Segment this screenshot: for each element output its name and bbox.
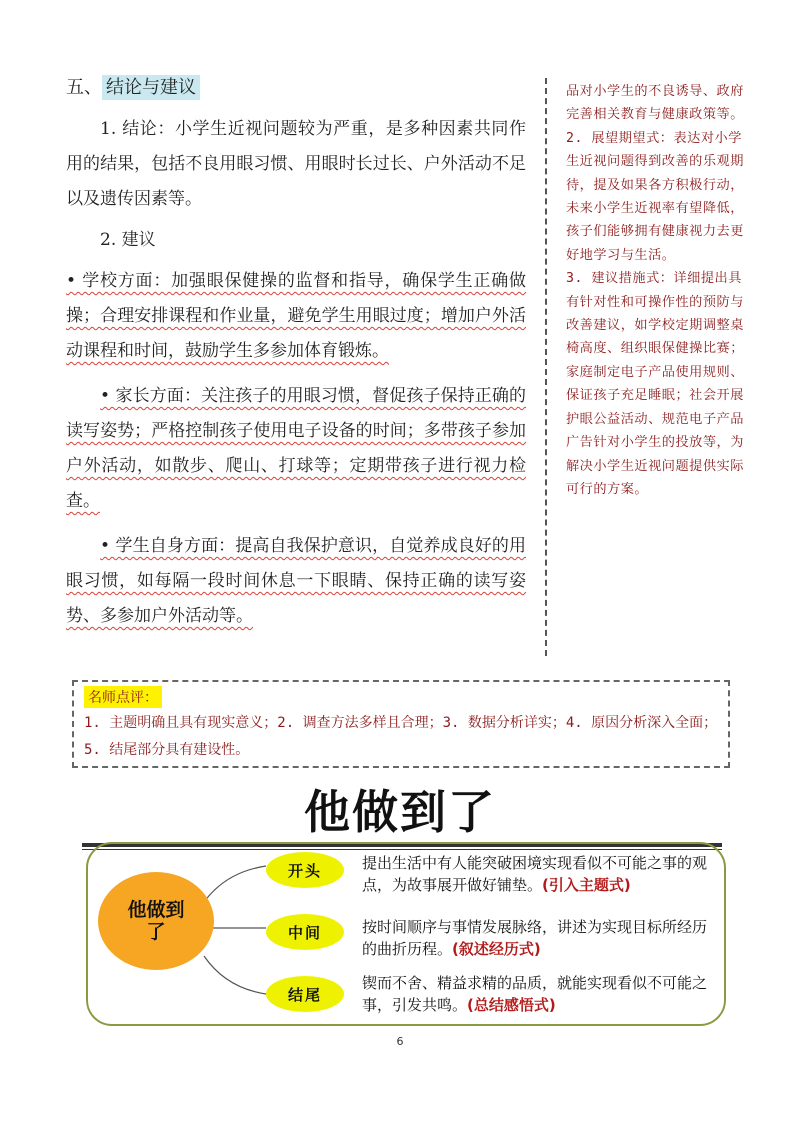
teacher-comment-box xyxy=(72,680,730,768)
mindmap-center-label: 他做到了 xyxy=(127,899,185,943)
opening-description xyxy=(362,852,712,896)
mindmap-node-ending xyxy=(266,976,344,1012)
ending-text: 锲而不舍、精益求精的品质，就能实现看似不可能之事，引发共鸣。 xyxy=(362,974,708,1014)
conclusion-paragraph: 1. 结论：小学生近视问题较为严重，是多种因素共同作用的结果，包括不良用眼习惯、用眼时长过长、户外活动不足以及遗传因素等。 xyxy=(66,119,526,209)
suggestion-heading: 2. 建议 xyxy=(100,230,156,250)
middle-tag: (叙述经历式) xyxy=(452,940,541,958)
opening-text: 提出生活中有人能突破困境实现看似不可能之事的观点，为故事展开做好铺垫。 xyxy=(362,854,708,894)
school-suggestion-text: • 学校方面：加强眼保健操的监督和指导，确保学生正确做操；合理安排课程和作业量，避免学生用眼过度；增加户外活动课程和时间，鼓励学生多参加体育锻炼。 xyxy=(66,271,526,361)
node-ending-label: 结尾 xyxy=(287,985,322,1004)
ending-description xyxy=(362,972,712,1016)
page-number: 6 xyxy=(396,1035,404,1048)
node-middle-label: 中间 xyxy=(287,923,322,942)
essay-title: 他做到了 xyxy=(304,785,496,839)
section-heading xyxy=(66,72,526,104)
side-commentary xyxy=(566,80,744,501)
school-suggestion xyxy=(66,264,526,369)
side-paragraph-1: 品对小学生的不良诱导、政府完善相关教育与健康政策等。 xyxy=(566,84,744,123)
teacher-comment-body: 1. 主题明确且具有现实意义；2. 调查方法多样且合理；3. 数据分析详实；4. 原因分析深入全面；5. 结尾部分具有建设性。 xyxy=(84,715,718,758)
mindmap-node-middle xyxy=(266,914,344,950)
main-column xyxy=(66,72,526,634)
opening-tag: (引入主题式) xyxy=(542,876,631,894)
column-divider xyxy=(545,78,547,656)
section-title: 结论与建议 xyxy=(102,75,200,100)
mindmap-center-node xyxy=(98,872,214,970)
mindmap-node-opening xyxy=(266,852,344,888)
middle-text: 按时间顺序与事情发展脉络，讲述为实现目标所经历的曲折历程。 xyxy=(362,918,708,958)
parents-suggestion xyxy=(66,379,526,519)
students-suggestion xyxy=(66,529,526,634)
ending-tag: (总结感悟式) xyxy=(467,996,556,1014)
side-paragraph-3: 3. 建议措施式：详细提出具有针对性和可操作性的预防与改善建议，如学校定期调整桌椅高度、组织眼保健操比赛；家庭制定电子产品使用规则、保证孩子充足睡眠；社会开展护眼公益活动、规范电子产品广告针对小学生的投放等，为解决小学生近视问题提供实际可行的方案。 xyxy=(566,271,744,497)
students-suggestion-text: • 学生自身方面：提高自我保护意识，自觉养成良好的用眼习惯，如每隔一段时间休息一下眼睛、保持正确的读写姿势、多参加户外活动等。 xyxy=(66,536,526,626)
node-opening-label: 开头 xyxy=(287,861,322,880)
teacher-comment-title: 名师点评： xyxy=(84,686,162,708)
section-number: 五、 xyxy=(66,77,102,98)
parents-suggestion-text: • 家长方面：关注孩子的用眼习惯，督促孩子保持正确的读写姿势；严格控制孩子使用电子设备的时间；多带孩子参加户外活动，如散步、爬山、打球等；定期带孩子进行视力检查。 xyxy=(66,386,526,511)
middle-description xyxy=(362,916,712,960)
side-paragraph-2: 2. 展望期望式：表达对小学生近视问题得到改善的乐观期待，提及如果各方积极行动，未来小学生近视率有望降低，孩子们能够拥有健康视力去更好地学习与生活。 xyxy=(566,130,744,263)
